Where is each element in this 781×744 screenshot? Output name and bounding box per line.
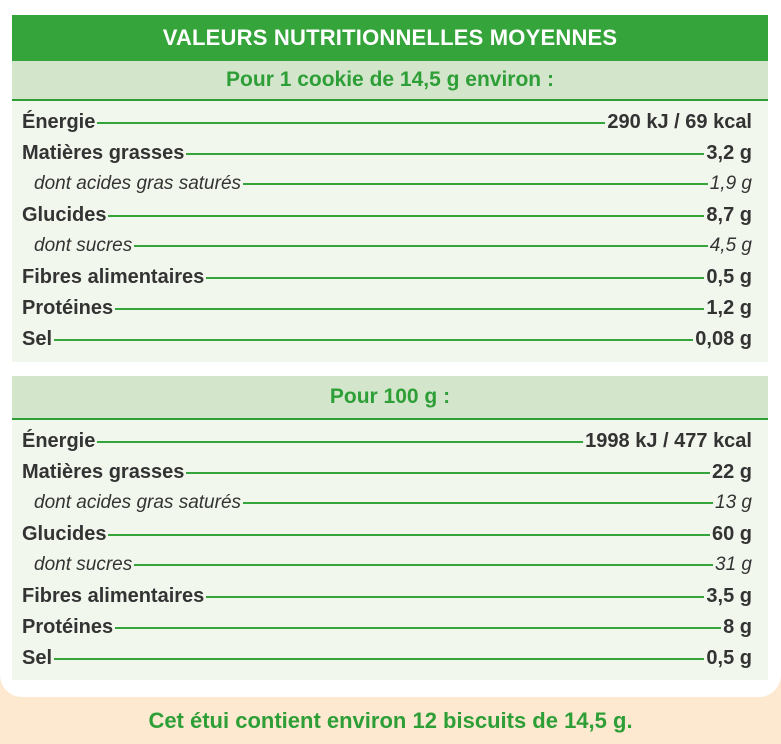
dotted-leader <box>115 627 721 629</box>
nutrition-table-per-100g <box>12 420 768 680</box>
dotted-leader <box>115 308 704 310</box>
nutrient-value: 1998 kJ / 477 kcal <box>585 430 752 452</box>
nutrient-row <box>12 111 768 142</box>
nutrient-value: 0,08 g <box>695 328 752 350</box>
nutrient-label: Énergie <box>22 111 96 133</box>
nutrient-value: 1,9 g <box>709 173 752 194</box>
nutrient-label: Glucides <box>22 204 107 226</box>
dotted-leader <box>206 596 704 598</box>
nutrient-row <box>12 616 768 647</box>
section-heading-per-cookie: Pour 1 cookie de 14,5 g environ : <box>12 61 768 101</box>
nutrient-row <box>12 142 768 173</box>
nutrient-value: 8 g <box>723 616 752 638</box>
nutrient-value: 290 kJ / 69 kcal <box>607 111 752 133</box>
nutrient-value: 0,5 g <box>706 266 752 288</box>
dotted-leader <box>134 564 713 566</box>
dotted-leader <box>206 277 704 279</box>
nutrient-row <box>12 235 768 266</box>
nutrient-label: Matières grasses <box>22 142 185 164</box>
nutrient-row <box>12 204 768 235</box>
dotted-leader <box>108 534 709 536</box>
nutrient-value: 4,5 g <box>709 235 752 256</box>
nutrient-label: dont acides gras saturés <box>34 492 242 513</box>
nutrient-label: Fibres alimentaires <box>22 585 205 607</box>
nutrient-row <box>12 554 768 585</box>
nutrient-label: dont sucres <box>34 235 133 256</box>
nutrient-label: Protéines <box>22 616 114 638</box>
nutrient-label: Fibres alimentaires <box>22 266 205 288</box>
nutrient-row <box>12 492 768 523</box>
dotted-leader <box>134 245 708 247</box>
dotted-leader <box>186 153 704 155</box>
nutrient-value: 3,2 g <box>706 142 752 164</box>
nutrition-title: VALEURS NUTRITIONNELLES MOYENNES <box>12 15 768 61</box>
nutrient-value: 22 g <box>711 461 752 483</box>
dotted-leader <box>108 215 704 217</box>
nutrition-table-per-cookie <box>12 101 768 362</box>
nutrient-label: Matières grasses <box>22 461 185 483</box>
dotted-leader <box>243 183 708 185</box>
nutrient-label: Sel <box>22 647 53 669</box>
dotted-leader <box>97 122 605 124</box>
nutrient-value: 0,5 g <box>706 647 752 669</box>
nutrient-row <box>12 647 768 678</box>
nutrient-value: 3,5 g <box>706 585 752 607</box>
nutrient-row <box>12 585 768 616</box>
nutrient-label: Énergie <box>22 430 96 452</box>
package-note: Cet étui contient environ 12 biscuits de 14,5 g. <box>148 708 633 733</box>
nutrient-value: 13 g <box>715 492 752 513</box>
nutrient-value: 1,2 g <box>706 297 752 319</box>
dotted-leader <box>54 658 704 660</box>
nutrient-label: Sel <box>22 328 53 350</box>
dotted-leader <box>243 502 713 504</box>
nutrient-label: Glucides <box>22 523 107 545</box>
dotted-leader <box>186 472 710 474</box>
dotted-leader <box>54 339 693 341</box>
nutrient-row <box>12 297 768 328</box>
section-heading-per-100g: Pour 100 g : <box>12 376 768 420</box>
nutrient-row <box>12 461 768 492</box>
nutrient-label: dont sucres <box>34 554 133 575</box>
nutrient-label: Protéines <box>22 297 114 319</box>
nutrient-row <box>12 173 768 204</box>
dotted-leader <box>97 441 583 443</box>
section-divider <box>12 362 768 376</box>
nutrient-label: dont acides gras saturés <box>34 173 242 194</box>
nutrient-row <box>12 328 768 359</box>
nutrient-value: 60 g <box>711 523 752 545</box>
nutrient-row <box>12 430 768 461</box>
nutrient-value: 31 g <box>715 554 752 575</box>
nutrient-row <box>12 266 768 297</box>
nutrient-value: 8,7 g <box>706 204 752 226</box>
nutrient-row <box>12 523 768 554</box>
